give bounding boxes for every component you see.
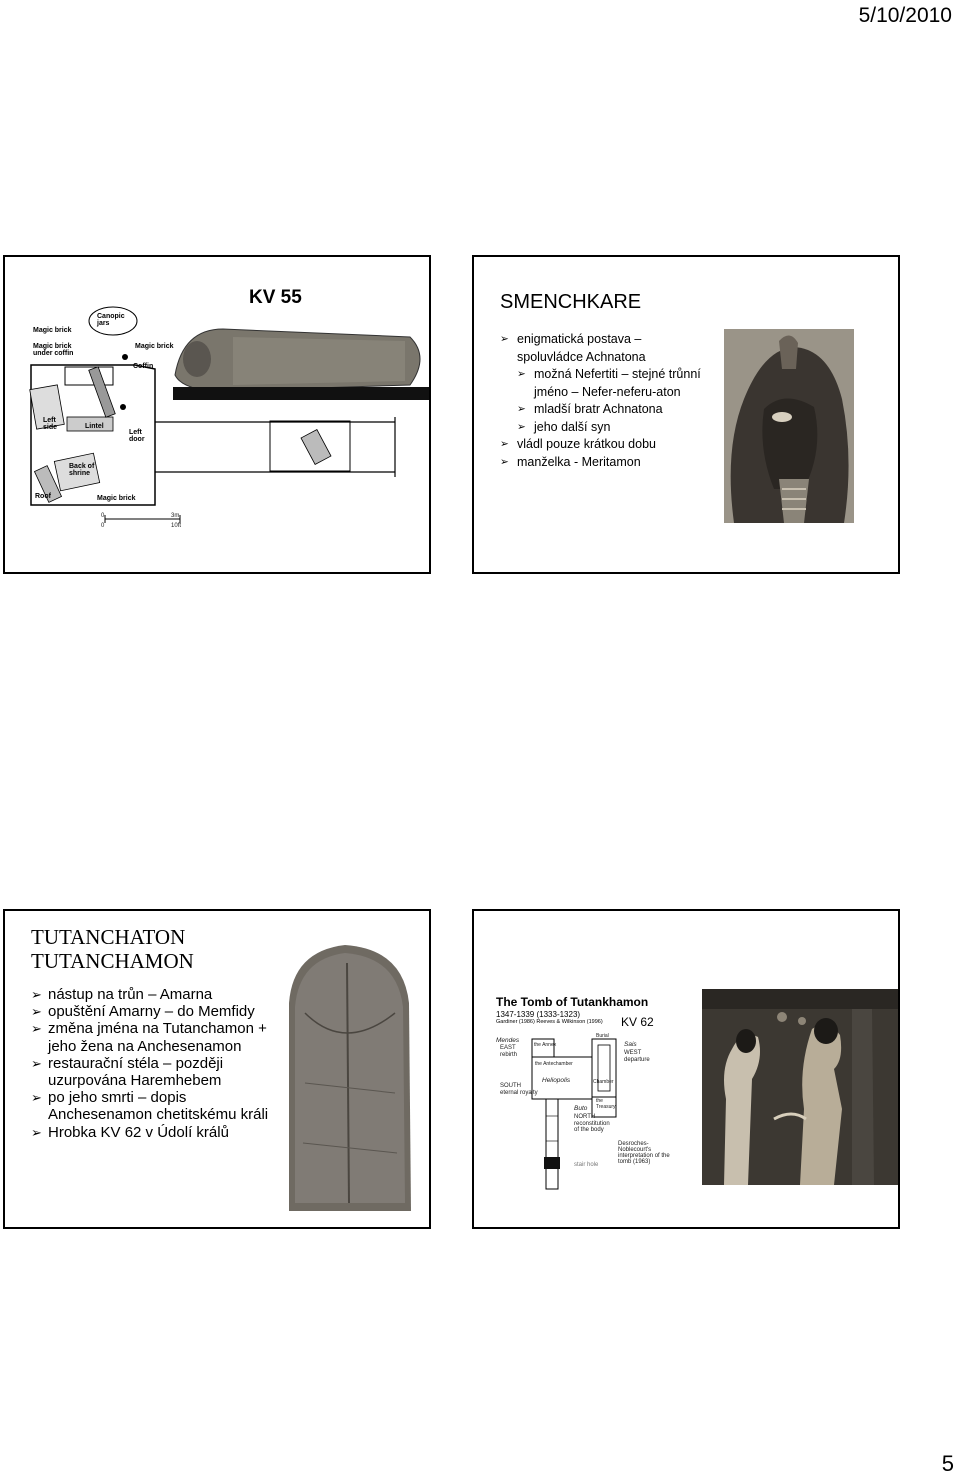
coffin-base-bar <box>173 387 429 400</box>
label-back-of-shrine: Back of shrine <box>69 463 95 477</box>
title-line-2: TUTANCHAMON <box>31 949 194 973</box>
bullet-item: ➢ změna jména na Tutanchamon + jeho žena na Anchesenamon <box>31 1020 271 1054</box>
slide-kv55 <box>3 255 431 574</box>
title-line-1: TUTANCHATON <box>31 925 186 949</box>
plan-dates: 1347-1339 (1333-1323) <box>496 1010 581 1019</box>
entrance-corridor <box>546 1099 558 1189</box>
label-treasury: the Treasury <box>596 1098 616 1110</box>
label-burial: Burial <box>596 1033 609 1039</box>
label-north: NORTH <box>574 1114 596 1120</box>
bullet-item: ➢ vládl pouze krátkou dobu <box>500 436 710 454</box>
label-roof: Roof <box>35 493 51 500</box>
label-rebirth: rebirth <box>500 1052 518 1058</box>
label-interpretation: Desroches-Noblecourt's interpretation of the tomb (1963) <box>618 1141 670 1165</box>
bullet-item: ➢ enigmatická postava – spoluvládce Achnatona <box>500 331 710 366</box>
bullet-item: ➢ po jeho smrti – dopis Anchesenamon chetitskému králi <box>31 1089 271 1123</box>
label-west: WEST <box>624 1050 642 1056</box>
slide-smenchkare <box>472 255 900 574</box>
plan-title: The Tomb of Tutankhamon <box>496 995 649 1009</box>
label-lintel: Lintel <box>85 423 104 430</box>
bullet-item: ➢ nástup na trůn – Amarna <box>31 986 271 1003</box>
burial-chamber-room <box>592 1039 616 1097</box>
label-magic-brick: Magic brick <box>33 327 72 334</box>
label-eternal-royalty: eternal royalty <box>500 1090 538 1096</box>
label-left-side: Left side <box>43 417 58 431</box>
coffin-shape <box>65 367 113 385</box>
page-number: 5 <box>941 1451 954 1476</box>
slide-title: SMENCHKARE <box>500 291 642 313</box>
plan-sources: Gardiner (1986) Reeves & Wilkinson (1996) <box>496 1019 603 1025</box>
bullet-item: ➢ manželka - Meritamon <box>500 454 710 472</box>
label-magic-brick: Magic brick <box>135 343 174 350</box>
bullet-list <box>31 986 271 1141</box>
label-mendes: Mendes <box>496 1037 520 1044</box>
label-buto: Buto <box>574 1105 588 1112</box>
coffin-face-photo <box>724 329 854 523</box>
scale-label-0: 0 <box>101 513 105 519</box>
label-south: SOUTH <box>500 1083 521 1089</box>
label-heliopolis: Heliopolis <box>542 1077 571 1084</box>
slide-tutanchamon <box>3 909 431 1229</box>
label-chamber: Chamber <box>593 1079 614 1085</box>
label-annex: the Annex <box>534 1042 557 1048</box>
label-reconstitution: reconstitution of the body <box>574 1121 610 1133</box>
slide-tomb-kv62 <box>472 909 900 1229</box>
scale-label-10ft: 10ft <box>171 523 182 529</box>
label-magic-brick-under-coffin: Magic brick under coffin <box>33 343 74 357</box>
tut-tomb-plan <box>474 911 704 1227</box>
bullet-subitem: ➢ možná Nefertiti – stejné trůnní jméno – Nefer-neferu-aton <box>517 366 710 401</box>
bullet-item: ➢ Hrobka KV 62 v Údolí králů <box>31 1124 271 1141</box>
tomb-wall-painting-photo <box>702 989 898 1185</box>
label-antechamber: the Antechamber <box>535 1061 573 1067</box>
label-east: EAST <box>500 1045 516 1051</box>
label-magic-brick: Magic brick <box>97 495 136 502</box>
label-sais: Sais <box>624 1041 637 1048</box>
bullet-subitem: ➢ jeho další syn <box>517 419 710 437</box>
plan-kv-label: KV 62 <box>621 1015 654 1029</box>
label-departure: departure <box>624 1057 650 1063</box>
restoration-stela-photo <box>285 943 415 1211</box>
shrine-panel <box>301 430 331 465</box>
label-left-door: Left door <box>129 429 145 443</box>
label-coffin: Coffin <box>133 363 154 370</box>
scale-label-3m: 3m <box>171 513 180 519</box>
slide-title: KV 55 <box>249 287 302 308</box>
scale-label-0: 0 <box>101 523 105 529</box>
label-canopic-jars: Canopic jars <box>97 313 125 327</box>
bullet-list <box>500 331 710 471</box>
bullet-item: ➢ opuštění Amarny – do Memfidy <box>31 1003 271 1020</box>
label-stair-hole: stair hole <box>574 1162 599 1168</box>
bullet-subitem: ➢ mladší bratr Achnatona <box>517 401 710 419</box>
kv55-tomb-plan <box>5 257 429 572</box>
bullet-item: ➢ restaurační stéla – později uzurpována Haremhebem <box>31 1055 271 1089</box>
slide-title <box>31 925 194 973</box>
header-date: 5/10/2010 <box>858 4 952 27</box>
